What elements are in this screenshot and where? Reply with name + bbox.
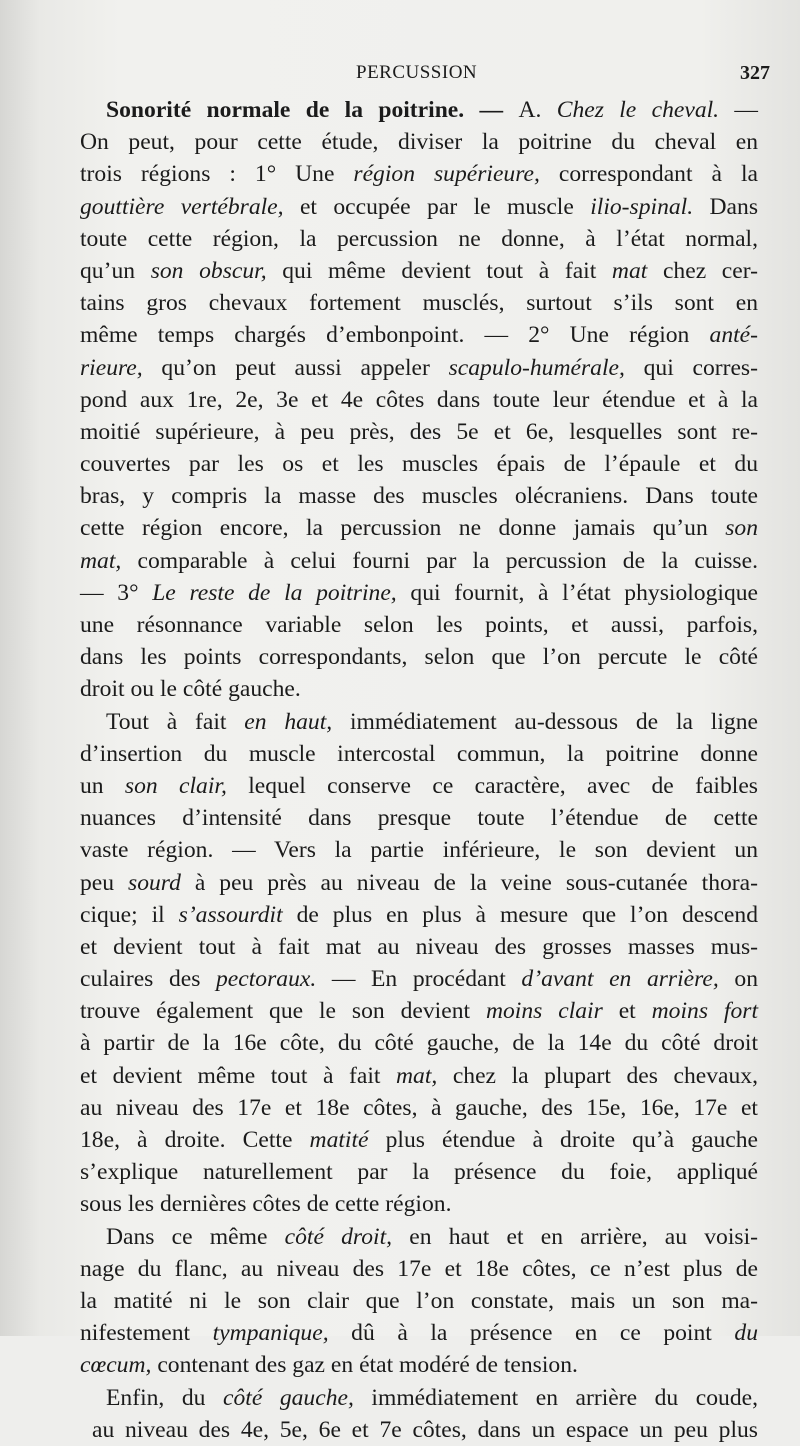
text-line bbox=[80, 352, 758, 384]
text-run: — 3° bbox=[80, 579, 153, 606]
italic-text: Le reste de la poitrine, bbox=[152, 579, 397, 606]
page-header bbox=[0, 62, 800, 90]
italic-text: côté gauche, bbox=[223, 1384, 354, 1411]
text-line bbox=[80, 899, 758, 931]
italic-text: s’assourdit bbox=[178, 901, 283, 928]
text-line bbox=[80, 1382, 758, 1414]
italic-text: côté droit, bbox=[284, 1223, 393, 1250]
text-run: couvertes par les os et les muscles épais de l’épaule et du bbox=[80, 451, 758, 478]
text-run: immédiatement au-dessous de la ligne bbox=[332, 708, 758, 735]
text-line bbox=[80, 319, 758, 351]
text-run: qui corres- bbox=[624, 354, 758, 381]
text-run: tains gros chevaux fortement musclés, surtout s’ils sont en bbox=[80, 290, 758, 317]
text-run: dû à la présence en ce point bbox=[328, 1320, 735, 1347]
italic-text: région supérieure, bbox=[353, 161, 540, 188]
italic-text: ilio-spinal. bbox=[590, 193, 694, 220]
text-line bbox=[80, 1156, 758, 1188]
text-run: nage du flanc, au niveau des 17e et 18e côtes, ce n’est plus de bbox=[80, 1255, 758, 1282]
italic-text: sourd bbox=[128, 869, 181, 896]
text-run: vaste région. — Vers la partie inférieure, le son devient un bbox=[80, 837, 758, 864]
text-run: On peut, pour cette étude, diviser la poitrine du cheval en bbox=[80, 129, 758, 156]
text-run: on bbox=[718, 966, 758, 993]
text-line bbox=[80, 738, 758, 770]
italic-text: anté- bbox=[709, 322, 758, 349]
italic-text: moins fort bbox=[651, 998, 759, 1025]
text-run: et devient tout à fait mat au niveau des grosses masses mus- bbox=[80, 933, 758, 960]
page-number: 327 bbox=[740, 62, 770, 84]
italic-text: en haut, bbox=[244, 708, 333, 735]
text-run: contenant des gaz en état modéré de tension. bbox=[151, 1352, 578, 1379]
text-line bbox=[80, 512, 758, 544]
italic-text: mat, bbox=[395, 1062, 438, 1089]
text-line bbox=[80, 480, 758, 512]
text-line bbox=[80, 384, 758, 416]
text-run: moitié supérieure, à peu près, des 5e et 6e, lesquelles sont re- bbox=[80, 418, 758, 445]
text-line bbox=[80, 94, 758, 126]
text-run: qui même devient tout à fait bbox=[266, 257, 612, 284]
italic-text: matité bbox=[309, 1127, 369, 1153]
text-line bbox=[80, 1349, 758, 1381]
text-run: nifestement bbox=[80, 1320, 213, 1347]
text-line bbox=[80, 191, 758, 223]
text-run: 18e, à droite. Cette bbox=[80, 1127, 310, 1153]
text-line bbox=[80, 1060, 758, 1092]
text-line bbox=[80, 287, 758, 319]
text-run: plus étendue à droite qu’à gauche bbox=[368, 1127, 758, 1153]
italic-text: pectoraux. bbox=[216, 966, 317, 993]
text-line bbox=[80, 1188, 758, 1220]
text-run: même temps chargés d’embonpoint. — 2° Une région bbox=[80, 322, 710, 349]
text-line bbox=[80, 802, 758, 834]
text-run: chez la plupart des chevaux, bbox=[437, 1062, 758, 1089]
text-run: correspondant à la bbox=[539, 161, 758, 188]
text-line bbox=[80, 416, 758, 448]
bold-heading-text: Sonorité normale de la poitrine. — bbox=[106, 97, 519, 123]
text-line bbox=[80, 1414, 758, 1446]
text-run: Dans ce même bbox=[106, 1223, 285, 1250]
text-run: qui fournit, à l’état physiologique bbox=[396, 579, 759, 606]
text-line bbox=[80, 706, 758, 738]
text-line bbox=[80, 609, 758, 641]
italic-text: rieure, bbox=[80, 354, 143, 381]
text-line bbox=[80, 1221, 758, 1253]
text-run: à partir de la 16e côte, du côté gauche, de la 14e du côté droit bbox=[80, 1030, 758, 1057]
italic-text: d’avant en arrière, bbox=[521, 966, 719, 993]
text-run: et occupée par le muscle bbox=[283, 193, 591, 220]
text-run: d’insertion du muscle intercostal commun, la poitrine donne bbox=[80, 740, 758, 767]
text-line bbox=[80, 834, 758, 866]
text-run: toute cette région, la percussion ne donne, à l’état normal, bbox=[80, 225, 758, 252]
text-run: Dans bbox=[693, 193, 759, 220]
text-line bbox=[80, 1027, 758, 1059]
text-run: trois régions : 1° Une bbox=[80, 161, 354, 188]
text-run: chez cer- bbox=[647, 257, 758, 284]
text-run: comparable à celui fourni par la percussion de la cuisse. bbox=[121, 547, 758, 574]
text-run: bras, y compris la masse des muscles olécraniens. Dans toute bbox=[80, 483, 758, 510]
text-run: cique; il bbox=[80, 901, 179, 928]
italic-text: cœcum, bbox=[80, 1352, 152, 1379]
text-line bbox=[80, 673, 758, 705]
text-run: un bbox=[80, 772, 125, 799]
text-run: nuances d’intensité dans presque toute l’étendue de cette bbox=[80, 805, 758, 832]
italic-text: son bbox=[725, 515, 758, 542]
text-line bbox=[80, 963, 758, 995]
text-run: de plus en plus à mesure que l’on descend bbox=[282, 901, 758, 928]
text-run: au niveau des 17e et 18e côtes, à gauche, des 15e, 16e, 17e et bbox=[80, 1094, 758, 1121]
text-run: droit ou le côté gauche. bbox=[80, 676, 301, 703]
text-run: et devient même tout à fait bbox=[80, 1062, 396, 1089]
text-run: dans les points correspondants, selon que l’on percute le côté bbox=[80, 644, 758, 671]
italic-text: moins clair bbox=[485, 998, 603, 1025]
text-line bbox=[80, 448, 758, 480]
text-run: — bbox=[719, 97, 759, 123]
text-run: immédiatement en arrière du coude, bbox=[353, 1384, 758, 1411]
text-line bbox=[80, 1285, 758, 1317]
text-line bbox=[80, 995, 758, 1027]
italic-text: tympanique, bbox=[212, 1320, 329, 1347]
text-run: lequel conserve ce caractère, avec de faibles bbox=[226, 772, 758, 799]
text-line bbox=[80, 867, 758, 899]
text-run: qu’on peut aussi appeler bbox=[142, 354, 449, 381]
italic-text: son clair, bbox=[124, 772, 227, 799]
text-line bbox=[80, 641, 758, 673]
italic-text: son obscur, bbox=[150, 257, 267, 284]
text-run: — En procédant bbox=[316, 966, 522, 993]
text-line bbox=[80, 255, 758, 287]
text-run: et bbox=[602, 998, 652, 1025]
text-run: A. bbox=[518, 97, 557, 123]
text-line bbox=[80, 1317, 758, 1349]
italic-text: mat bbox=[611, 257, 648, 284]
text-line bbox=[80, 577, 758, 609]
text-run: sous les dernières côtes de cette région. bbox=[80, 1191, 452, 1218]
text-run: à peu près au niveau de la veine sous-cutanée thora- bbox=[180, 869, 758, 896]
text-run: s’explique naturellement par la présence du foie, appliqué bbox=[80, 1159, 758, 1186]
italic-text: du bbox=[734, 1320, 758, 1347]
text-run: au niveau des 4e, 5e, 6e et 7e côtes, dans un espace un peu plus bbox=[92, 1416, 758, 1443]
text-run: qu’un bbox=[80, 257, 151, 284]
italic-text: mat, bbox=[80, 547, 122, 574]
text-run: peu bbox=[80, 869, 129, 896]
text-run: trouve également que le son devient bbox=[80, 998, 486, 1025]
text-run: Enfin, du bbox=[106, 1384, 223, 1411]
text-line bbox=[80, 223, 758, 255]
text-run: la matité ni le son clair que l’on constate, mais un son ma- bbox=[80, 1287, 758, 1314]
text-line bbox=[80, 1092, 758, 1124]
body-text bbox=[80, 94, 758, 1446]
text-run: pond aux 1re, 2e, 3e et 4e côtes dans toute leur étendue et à la bbox=[80, 386, 758, 413]
text-line bbox=[80, 126, 758, 158]
text-line bbox=[80, 545, 758, 577]
italic-text: Chez le cheval. bbox=[556, 97, 720, 123]
text-line bbox=[80, 1253, 758, 1285]
italic-text: gouttière vertébrale, bbox=[80, 193, 284, 220]
text-run: culaires des bbox=[80, 966, 216, 993]
text-run: une résonnance variable selon les points, et aussi, parfois, bbox=[80, 612, 758, 638]
running-head: PERCUSSION bbox=[356, 62, 478, 83]
italic-text: scapulo-humérale, bbox=[448, 354, 625, 381]
text-run: cette région encore, la percussion ne donne jamais qu’un bbox=[80, 515, 726, 542]
text-run: Tout à fait bbox=[106, 708, 245, 735]
text-line bbox=[80, 158, 758, 190]
text-line bbox=[80, 931, 758, 963]
text-line bbox=[80, 1124, 758, 1156]
text-run: en haut et en arrière, au voisi- bbox=[392, 1223, 759, 1250]
text-line bbox=[80, 770, 758, 802]
